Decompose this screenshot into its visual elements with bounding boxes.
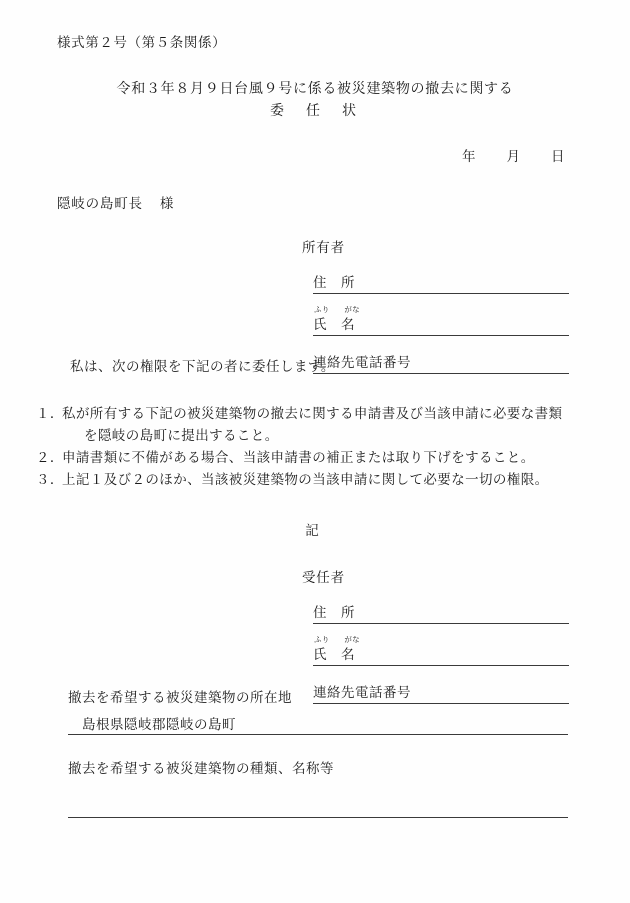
clause-number: １． (36, 406, 64, 421)
clause-list (36, 402, 596, 490)
delegate-block (300, 566, 600, 704)
clause-number: ３． (36, 472, 64, 487)
date-year-label: 年 (462, 149, 477, 164)
furigana-part-1: ふり (314, 305, 330, 314)
owner-phone-field[interactable] (313, 347, 569, 374)
date-day-label: 日 (551, 149, 566, 164)
delegate-name-label-wrap (313, 635, 360, 663)
clause-item (36, 446, 596, 466)
furigana-part-1: ふり (314, 635, 330, 644)
delegate-name-label: 氏 名 (313, 647, 355, 662)
building-type-field[interactable] (68, 795, 568, 818)
clause-text (62, 402, 596, 444)
owner-address-field[interactable] (313, 267, 569, 294)
building-location-section (68, 686, 568, 735)
owner-name-label: 氏 名 (313, 317, 355, 332)
form-number: 様式第２号（第５条関係） (57, 35, 227, 50)
clause-text-main: 私が所有する下記の被災建築物の撤去に関する申請書及び当該申請に必要な書類 (62, 406, 563, 421)
body-sentence: 私は、次の権限を下記の者に委任します。 (70, 359, 335, 374)
building-location-field[interactable] (68, 712, 568, 735)
clause-text: 上記１及び２のほか、当該被災建築物の当該申請に関して必要な一切の権限。 (62, 472, 549, 487)
owner-block (300, 236, 600, 374)
furigana-annotation (314, 636, 360, 644)
clause-text: 申請書類に不備がある場合、当該申請書の補正または取り下げをすること。 (62, 450, 535, 465)
owner-name-label-wrap (313, 305, 360, 333)
owner-heading: 所有者 (302, 240, 345, 255)
delegate-heading: 受任者 (302, 570, 345, 585)
building-location-heading: 撤去を希望する被災建築物の所在地 (68, 690, 292, 705)
clause-item (36, 468, 596, 488)
clause-number: ２． (36, 450, 64, 465)
clause-text-continuation: を隠岐の島町に提出すること。 (84, 428, 279, 443)
addressee (57, 192, 174, 212)
furigana-part-2: がな (344, 635, 360, 644)
furigana-part-2: がな (344, 305, 360, 314)
owner-address-label: 住 所 (313, 275, 355, 290)
clause-item (36, 402, 596, 444)
furigana-annotation (314, 306, 360, 314)
delegate-phone-label: 連絡先電話番号 (313, 685, 411, 700)
document-title-line-1: 令和３年８月９日台風９号に係る被災建築物の撤去に関する (116, 82, 514, 97)
owner-name-field[interactable] (313, 305, 569, 336)
date-line (462, 145, 566, 165)
owner-phone-label: 連絡先電話番号 (313, 355, 411, 370)
addressee-honorific: 様 (159, 196, 175, 211)
delegate-address-label: 住 所 (313, 605, 355, 620)
ki-marker: 記 (305, 523, 319, 538)
addressee-name: 隠岐の島町長 (57, 196, 143, 211)
document-title-line-2: 委 任 状 (270, 104, 360, 119)
building-location-value: 島根県隠岐郡隠岐の島町 (82, 717, 236, 732)
delegate-address-field[interactable] (313, 597, 569, 624)
delegate-name-field[interactable] (313, 635, 569, 666)
building-type-heading: 撤去を希望する被災建築物の種類、名称等 (68, 761, 334, 776)
date-month-label: 月 (506, 149, 521, 164)
building-type-section (68, 757, 568, 818)
